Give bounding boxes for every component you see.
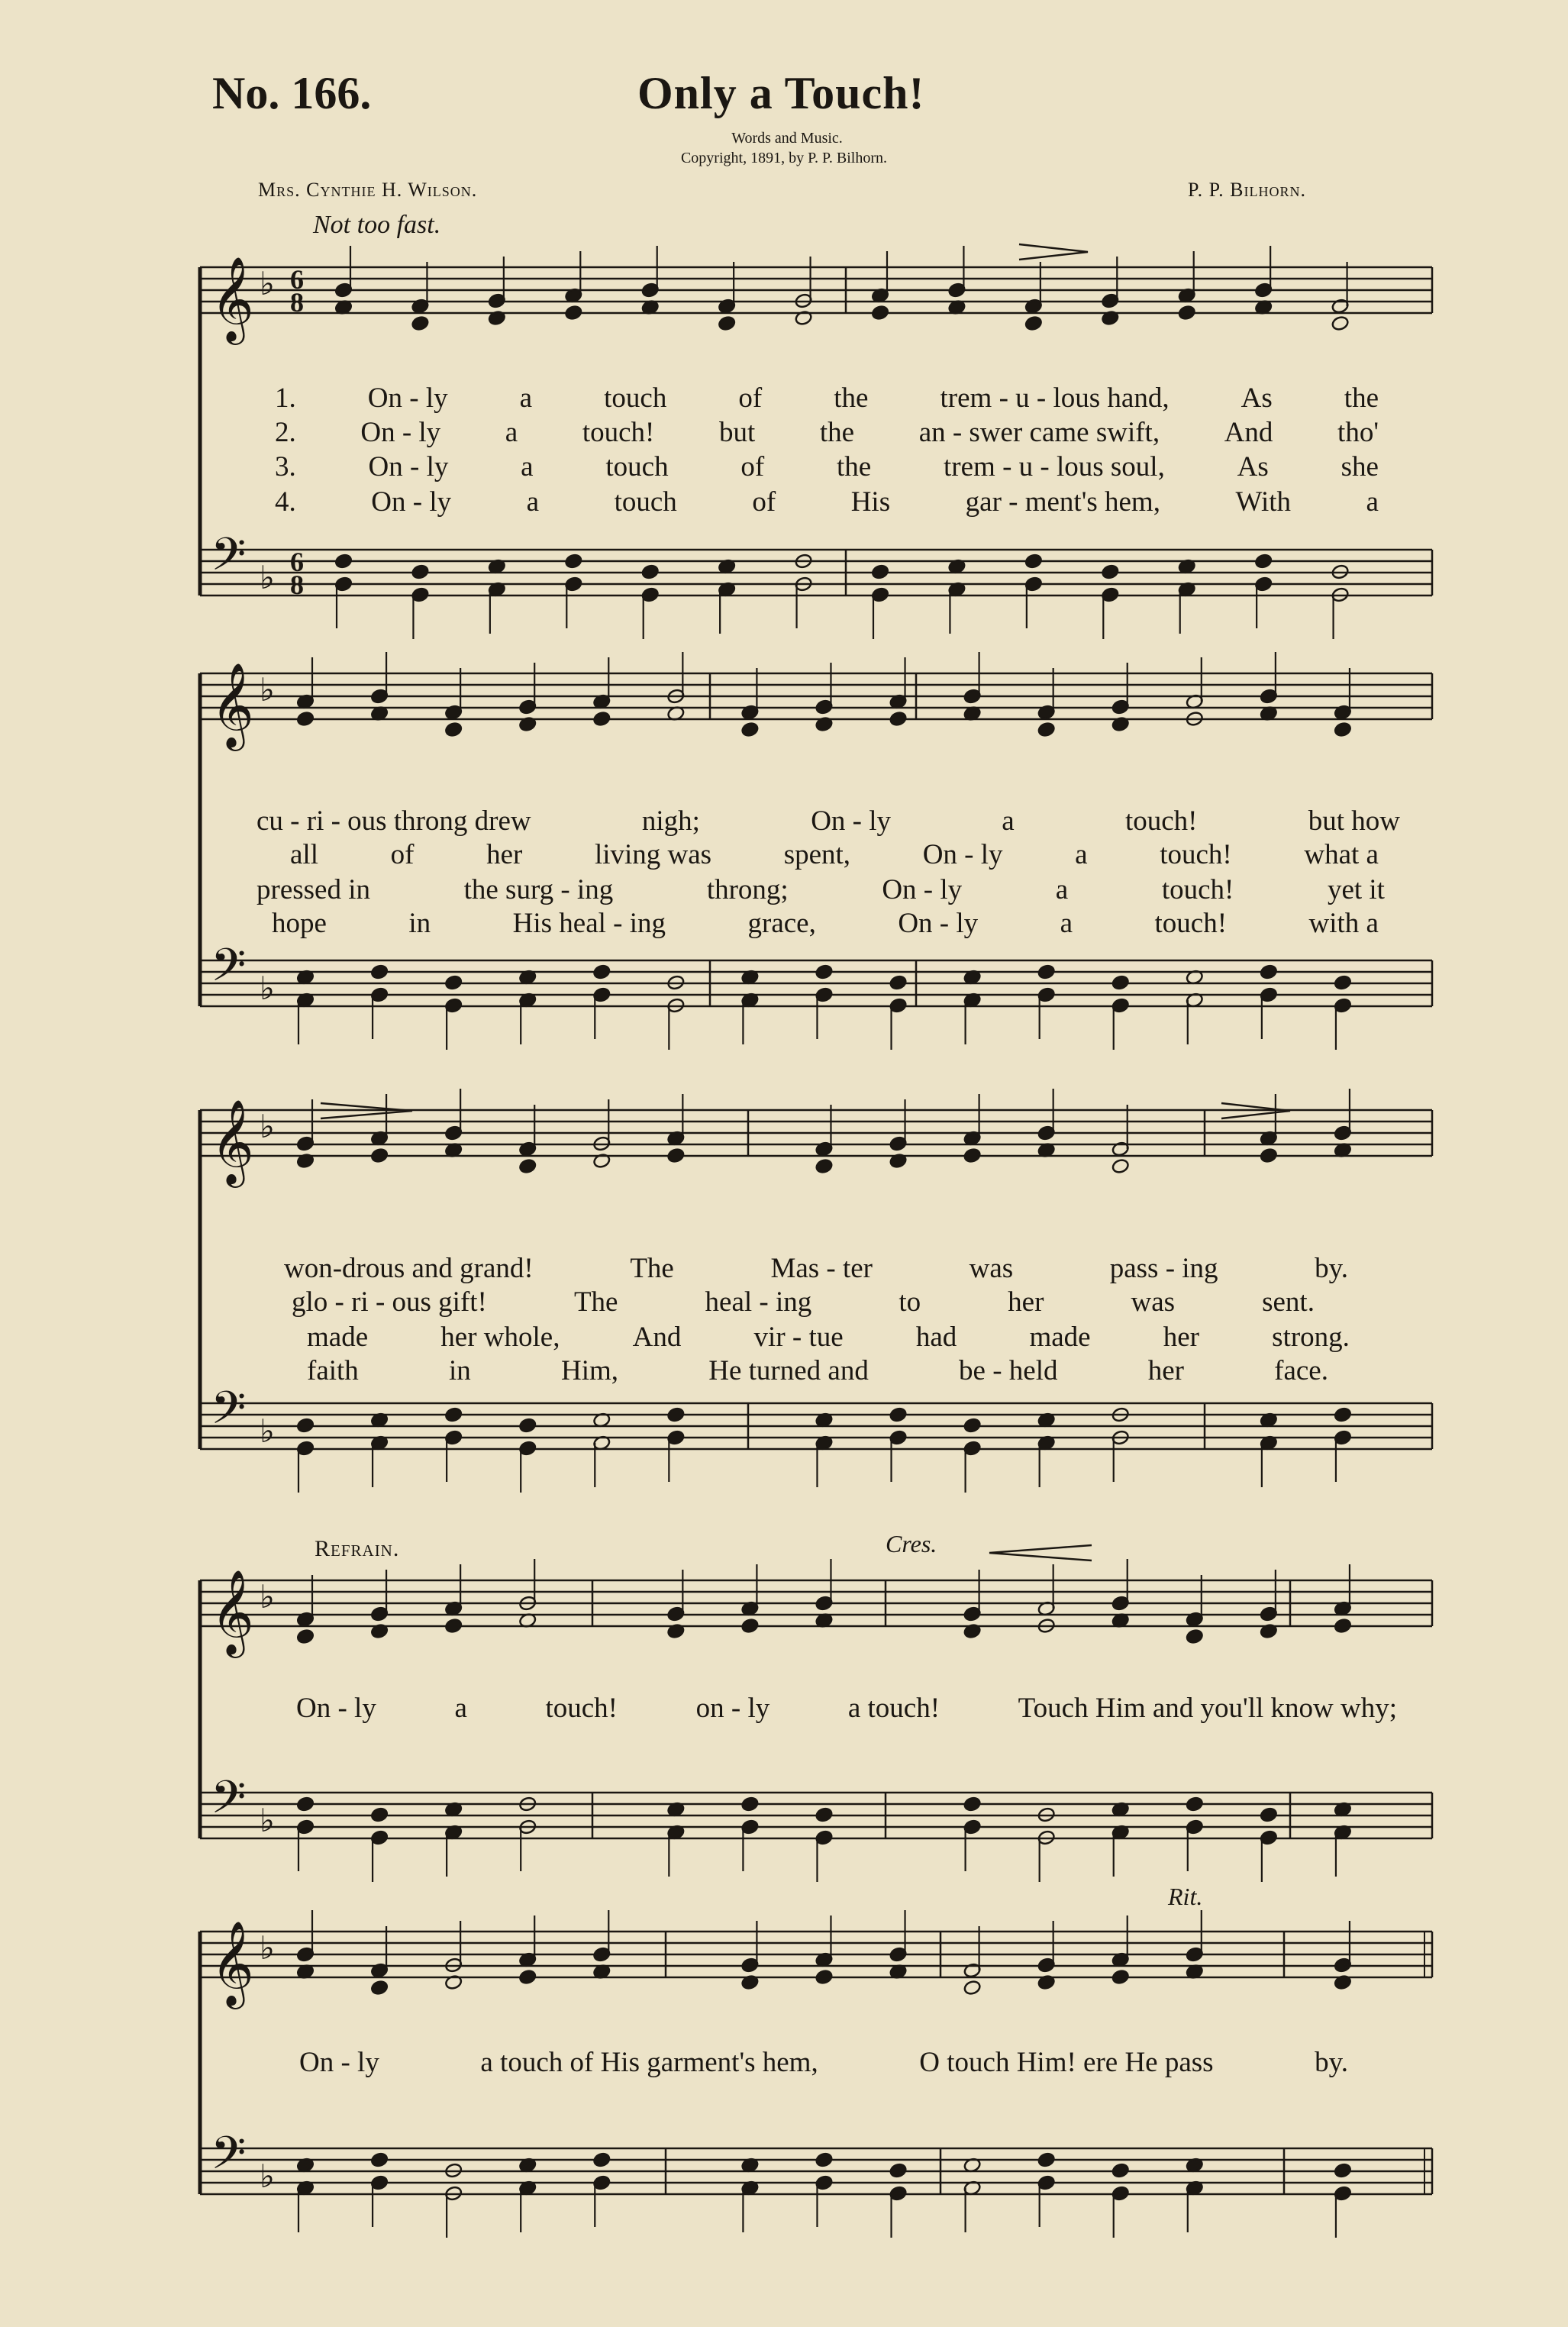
lyric-syllable: but: [718, 417, 756, 448]
lyric-syllable: trem - u - lous hand,: [940, 382, 1170, 414]
hairpin-marking: [1019, 244, 1088, 260]
treble-note: [296, 711, 315, 727]
treble-clef-icon: 𝄞: [211, 1569, 254, 1654]
lyric-syllable: touch!: [1124, 805, 1198, 837]
lyric-syllable: her: [1163, 1322, 1199, 1353]
bass-note: [1334, 975, 1352, 991]
lyric-syllable: glo - ri - ous gift!: [292, 1286, 487, 1318]
lyric-syllable: The: [573, 1286, 618, 1318]
lyric-syllable: touch!: [1154, 908, 1228, 939]
lyric-syllable: 4.: [275, 486, 296, 518]
lyric-line: [275, 450, 1379, 483]
bass-note: [592, 964, 611, 980]
lyric-syllable: an - swer came swift,: [918, 417, 1160, 448]
hymn-number: No. 166.: [212, 68, 372, 118]
refrain-label: Refrain.: [315, 1536, 400, 1561]
lyric-syllable: touch!: [545, 1693, 618, 1724]
lyric-syllable: of: [752, 486, 776, 518]
lyric-line: [275, 382, 1379, 415]
treble-note: [1334, 721, 1352, 737]
flat-sign-icon: ♭: [260, 970, 275, 1007]
treble-note: [296, 1628, 315, 1644]
bass-note: [296, 1796, 315, 1812]
crescendo-hairpin: [989, 1545, 1092, 1560]
lyric-syllable: a: [454, 1693, 467, 1724]
lyric-syllable: touch!: [582, 417, 655, 448]
time-signature-top: 6: [290, 264, 304, 295]
lyric-syllable: And: [632, 1322, 682, 1353]
flat-sign-icon: ♭: [260, 2158, 275, 2195]
lyricist-credit: Mrs. Cynthie H. Wilson.: [258, 179, 478, 201]
bass-note: [889, 2163, 908, 2179]
lyric-line: [292, 1286, 1315, 1318]
lyric-syllable: nigh;: [641, 805, 700, 837]
bass-note: [411, 564, 429, 580]
lyric-syllable: As: [1237, 451, 1269, 483]
lyric-syllable: pressed in: [256, 874, 370, 905]
lyric-syllable: tho': [1337, 417, 1379, 448]
bass-note: [889, 975, 908, 991]
lyric-line: [307, 1354, 1328, 1387]
treble-note: [444, 1618, 463, 1634]
lyric-syllable: but how: [1308, 805, 1400, 837]
lyric-syllable: On - ly: [367, 382, 448, 414]
lyric-syllable: Him,: [561, 1355, 619, 1386]
bass-note: [815, 964, 834, 980]
time-signature-top: 6: [290, 547, 304, 577]
treble-note: [1111, 1969, 1130, 1985]
lyric-syllable: the: [834, 382, 869, 414]
lyric-syllable: in: [408, 908, 431, 939]
treble-note: [963, 1147, 982, 1164]
lyric-syllable: sent.: [1262, 1286, 1315, 1318]
flat-sign-icon: ♭: [260, 1802, 275, 1839]
bass-note: [1024, 554, 1043, 570]
bass-note: [564, 554, 582, 570]
lyric-syllable: gar - ment's hem,: [965, 486, 1160, 518]
lyric-line: [299, 2046, 1348, 2079]
lyric-syllable: a: [1060, 908, 1073, 939]
bass-note: [1111, 975, 1130, 991]
lyric-line: [275, 486, 1379, 518]
tempo-marking: Not too fast.: [313, 211, 441, 239]
lyric-syllable: On - ly: [882, 874, 963, 905]
lyric-syllable: the: [837, 451, 872, 483]
lyric-syllable: to: [899, 1286, 921, 1318]
lyric-syllable: pass - ing: [1109, 1253, 1218, 1284]
bass-clef-icon: 𝄢: [211, 938, 247, 1002]
lyric-line: [256, 805, 1400, 838]
lyric-syllable: won-drous and grand!: [284, 1253, 534, 1284]
lyric-syllable: of: [738, 382, 763, 414]
hymn-title: Only a Touch!: [637, 68, 925, 118]
flat-sign-icon: ♭: [260, 1578, 275, 1615]
bass-note: [1037, 2152, 1056, 2168]
lyric-syllable: touch!: [1161, 874, 1234, 905]
lyric-syllable: touch: [614, 486, 677, 518]
lyric-syllable: With: [1235, 486, 1292, 518]
lyric-syllable: her: [1147, 1355, 1184, 1386]
bass-note: [592, 2152, 611, 2168]
bass-note: [815, 2152, 834, 2168]
treble-clef-icon: 𝄞: [211, 662, 254, 747]
lyric-syllable: The: [630, 1253, 674, 1284]
treble-note: [1334, 1618, 1352, 1634]
lyric-syllable: And: [1224, 417, 1273, 448]
bass-note: [370, 964, 389, 980]
bass-clef-icon: 𝄢: [211, 528, 247, 592]
lyric-syllable: O touch Him! ere He pass: [919, 2047, 1214, 2078]
lyric-syllable: the: [819, 417, 855, 448]
time-signature-bottom: 8: [290, 287, 304, 318]
ritardando-marking: Rit.: [1168, 1883, 1203, 1910]
treble-note: [592, 711, 611, 727]
treble-note: [740, 721, 759, 737]
lyric-syllable: He turned and: [708, 1355, 869, 1386]
lyric-syllable: On - ly: [360, 417, 441, 448]
treble-note: [564, 305, 582, 321]
lyric-syllable: a: [526, 486, 540, 518]
lyric-syllable: a: [1055, 874, 1069, 905]
lyric-syllable: hope: [272, 908, 327, 939]
lyric-syllable: a: [519, 382, 533, 414]
bass-note: [666, 1407, 685, 1423]
bass-note: [518, 1418, 537, 1434]
lyric-syllable: had: [915, 1322, 957, 1353]
lyric-syllable: was: [1131, 1286, 1176, 1318]
bass-note: [641, 564, 660, 580]
treble-note: [815, 1969, 834, 1985]
treble-note: [740, 1618, 759, 1634]
lyric-syllable: made: [1029, 1322, 1091, 1353]
bass-note: [1260, 964, 1278, 980]
lyric-line: [307, 1321, 1350, 1354]
flat-sign-icon: ♭: [260, 671, 275, 708]
bass-clef-icon: 𝄢: [211, 1381, 247, 1445]
lyric-syllable: His: [850, 486, 891, 518]
lyric-syllable: 2.: [275, 417, 296, 448]
lyric-syllable: of: [390, 839, 415, 870]
lyric-syllable: touch!: [1160, 839, 1232, 870]
lyric-syllable: the surg - ing: [463, 874, 614, 905]
flat-sign-icon: ♭: [260, 559, 275, 596]
lyric-syllable: on - ly: [695, 1693, 770, 1724]
lyric-syllable: all: [290, 839, 318, 870]
treble-note: [518, 1158, 537, 1174]
lyric-syllable: On - ly: [371, 486, 452, 518]
bass-note: [963, 1418, 982, 1434]
lyric-syllable: 3.: [275, 451, 296, 483]
copyright-note: Copyright, 1891, by P. P. Bilhorn.: [680, 150, 888, 166]
lyric-syllable: what a: [1304, 839, 1379, 870]
bass-clef-icon: 𝄢: [211, 2126, 247, 2190]
lyric-syllable: her whole,: [440, 1322, 560, 1353]
composer-credit: P. P. Bilhorn.: [1188, 179, 1306, 201]
lyric-syllable: On - ly: [368, 451, 449, 483]
lyric-syllable: cu - ri - ous throng drew: [256, 805, 531, 837]
lyric-syllable: On - ly: [898, 908, 979, 939]
treble-note: [1178, 305, 1196, 321]
flat-sign-icon: ♭: [260, 1108, 275, 1145]
lyric-syllable: a: [521, 451, 534, 483]
treble-note: [815, 1158, 834, 1174]
lyric-syllable: was: [969, 1253, 1014, 1284]
treble-note: [518, 1969, 537, 1985]
bass-note: [740, 1796, 759, 1812]
lyric-syllable: yet it: [1327, 874, 1385, 905]
time-signature-bottom: 8: [290, 570, 304, 600]
lyric-syllable: living was: [594, 839, 712, 870]
bass-note: [889, 1407, 908, 1423]
lyric-syllable: Mas - ter: [770, 1253, 873, 1284]
flat-sign-icon: ♭: [260, 1929, 275, 1967]
bass-note: [963, 1796, 982, 1812]
bass-note: [815, 1807, 834, 1823]
lyric-syllable: by.: [1315, 2047, 1348, 2078]
lyric-syllable: of: [740, 451, 765, 483]
lyric-syllable: vir - tue: [753, 1322, 844, 1353]
lyric-syllable: touch: [605, 451, 669, 483]
lyric-syllable: grace,: [747, 908, 816, 939]
bass-note: [370, 2152, 389, 2168]
lyric-syllable: made: [307, 1322, 369, 1353]
bass-note: [1334, 1407, 1352, 1423]
treble-note: [889, 711, 908, 727]
lyric-syllable: a: [1075, 839, 1088, 870]
lyric-syllable: be - held: [959, 1355, 1058, 1386]
lyric-syllable: a touch of His garment's hem,: [480, 2047, 818, 2078]
bass-note: [370, 1807, 389, 1823]
lyric-line: [275, 416, 1379, 449]
bass-note: [1037, 964, 1056, 980]
lyric-line: [290, 838, 1379, 871]
bass-note: [1254, 554, 1273, 570]
bass-note: [871, 564, 889, 580]
treble-note: [666, 1147, 685, 1164]
lyric-syllable: a: [1366, 486, 1379, 518]
lyric-syllable: a: [505, 417, 518, 448]
lyric-line: [256, 873, 1385, 906]
lyric-syllable: throng;: [706, 874, 789, 905]
treble-note: [444, 721, 463, 737]
lyric-syllable: On - ly: [922, 839, 1003, 870]
flat-sign-icon: ♭: [260, 265, 275, 302]
treble-clef-icon: 𝄞: [211, 256, 254, 341]
lyric-syllable: strong.: [1272, 1322, 1350, 1353]
treble-note: [1260, 1147, 1278, 1164]
bass-note: [1334, 2163, 1352, 2179]
treble-note: [1037, 721, 1056, 737]
lyric-syllable: spent,: [783, 839, 851, 870]
lyric-syllable: the: [1344, 382, 1379, 414]
lyric-line: [284, 1252, 1348, 1285]
lyric-syllable: His heal - ing: [512, 908, 666, 939]
treble-note: [718, 315, 736, 331]
treble-note: [1186, 1628, 1204, 1644]
treble-note: [871, 305, 889, 321]
words-and-music-note: Words and Music.: [731, 130, 843, 147]
lyric-syllable: face.: [1274, 1355, 1328, 1386]
lyric-syllable: As: [1241, 382, 1273, 414]
lyric-syllable: On - ly: [811, 805, 892, 837]
bass-note: [1101, 564, 1119, 580]
treble-note: [1111, 1158, 1130, 1174]
crescendo-marking: Cres.: [886, 1530, 937, 1557]
lyric-line: [296, 1692, 1397, 1725]
bass-note: [1260, 1807, 1278, 1823]
treble-note: [963, 1980, 982, 1996]
lyric-syllable: by.: [1315, 1253, 1348, 1284]
lyric-syllable: faith: [307, 1355, 359, 1386]
treble-note: [411, 315, 429, 331]
bass-note: [334, 554, 353, 570]
treble-note: [370, 1147, 389, 1164]
lyric-syllable: On - ly: [296, 1693, 376, 1724]
treble-clef-icon: 𝄞: [211, 1920, 254, 2006]
bass-note: [1186, 1796, 1204, 1812]
lyric-syllable: her: [1008, 1286, 1044, 1318]
lyric-syllable: her: [486, 839, 523, 870]
lyric-syllable: a touch!: [847, 1693, 940, 1724]
lyric-syllable: touch: [604, 382, 667, 414]
lyric-syllable: Touch Him and you'll know why;: [1018, 1693, 1397, 1724]
bass-clef-icon: 𝄢: [211, 1770, 247, 1835]
bass-note: [444, 1407, 463, 1423]
treble-note: [1331, 315, 1350, 331]
treble-clef-icon: 𝄞: [211, 1099, 254, 1184]
lyric-line: [272, 907, 1379, 940]
lyric-syllable: she: [1341, 451, 1379, 483]
lyric-syllable: a: [1002, 805, 1015, 837]
lyric-syllable: in: [449, 1355, 471, 1386]
treble-note: [370, 1980, 389, 1996]
bass-note: [1111, 2163, 1130, 2179]
lyric-syllable: 1.: [275, 382, 296, 414]
lyric-syllable: with a: [1308, 908, 1379, 939]
flat-sign-icon: ♭: [260, 1412, 275, 1450]
treble-note: [1024, 315, 1043, 331]
bass-note: [444, 975, 463, 991]
lyric-syllable: trem - u - lous soul,: [944, 451, 1165, 483]
bass-note: [296, 1418, 315, 1434]
lyric-syllable: On - ly: [299, 2047, 379, 2078]
lyric-syllable: heal - ing: [705, 1286, 812, 1318]
